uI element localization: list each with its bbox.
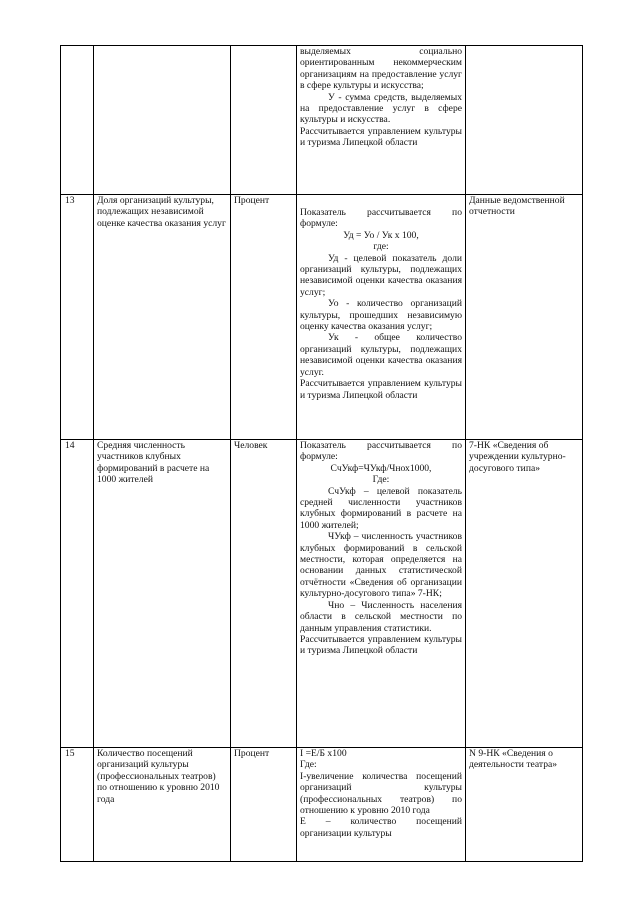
formula: Уд = Уо / Ук х 100, bbox=[343, 229, 419, 241]
method-text: Ук - общее количество организаций культуры, подлежащих независимой оценки качества оказания услуг. bbox=[300, 332, 462, 378]
method-text: У - сумма средств, выделяемых на предоставление услуг в сфере культуры и искусства. bbox=[300, 91, 462, 126]
method-text: Уо - количество организаций культуры, прошедших независимую оценку качества оказания услуг; bbox=[300, 298, 462, 333]
method-text: ЧУкф – численность участников клубных формирований в сельской местности, которая определяется на основании данных статистической отчётности «Сведения об организации культурно-досугового типа» 7-НК; bbox=[300, 531, 462, 600]
cell-source bbox=[466, 46, 583, 195]
method-text: Показатель рассчитывается по формуле: bbox=[300, 440, 462, 463]
method-text: Уд - целевой показатель доли организаций культуры, подлежащих независимой оценки качества оказания услуг; bbox=[300, 252, 462, 298]
table-row bbox=[61, 440, 583, 748]
formula: СчУкф=ЧУкф/Чнох1000, bbox=[330, 462, 432, 474]
cell-number: 15 bbox=[61, 748, 94, 862]
formula: I =Е/Б х100 bbox=[300, 748, 347, 759]
cell-source: 7-НК «Сведения об учреждении культурно-досугового типа» bbox=[466, 440, 583, 748]
cell-source: Данные ведомственной отчетности bbox=[466, 195, 583, 440]
cell-indicator-name: Средняя численность участников клубных формирований в расчете на 1000 жителей bbox=[94, 440, 231, 748]
cell-unit: Процент bbox=[231, 195, 297, 440]
method-text: Рассчитывается управлением культуры и туризма Липецкой области bbox=[300, 378, 462, 401]
method-text: Где: bbox=[300, 759, 317, 771]
cell-indicator-name: Количество посещений организаций культуры (профессиональных театров) по отношению к уровню 2010 года bbox=[94, 748, 231, 862]
table-row bbox=[61, 46, 583, 195]
cell-indicator-name bbox=[94, 46, 231, 195]
table-row bbox=[61, 195, 583, 440]
method-text: где: bbox=[373, 241, 389, 253]
cell-source: N 9-НК «Сведения о деятельности театра» bbox=[466, 748, 583, 862]
cell-unit: Процент bbox=[231, 748, 297, 862]
cell-number: 14 bbox=[61, 440, 94, 748]
cell-unit: Человек bbox=[231, 440, 297, 748]
method-text: Е – количество посещений организации культуры bbox=[300, 816, 462, 839]
method-text: Чно – Численность населения области в сельской местности по данным управления статистики. bbox=[300, 599, 462, 634]
cell-method bbox=[297, 46, 466, 195]
method-text: Рассчитывается управлением культуры и туризма Липецкой области bbox=[300, 633, 462, 657]
cell-method bbox=[297, 748, 466, 862]
method-text: СчУкф – целевой показатель средней численности участников клубных формирований в расчете на 1000 жителей; bbox=[300, 485, 462, 531]
indicators-table bbox=[60, 45, 583, 862]
cell-number bbox=[61, 46, 94, 195]
cell-method bbox=[297, 440, 466, 748]
method-text: Показатель рассчитывается по формуле: bbox=[300, 207, 462, 230]
method-text: Рассчитывается управлением культуры и туризма Липецкой области bbox=[300, 125, 462, 149]
method-text: I-увеличение количества посещений организаций культуры (профессиональных театров) по отношению к уровню 2010 года bbox=[300, 770, 462, 817]
cell-method bbox=[297, 195, 466, 440]
method-text: Где: bbox=[372, 474, 390, 486]
cell-unit bbox=[231, 46, 297, 195]
table-row bbox=[61, 748, 583, 862]
method-text: выделяемых социально ориентированным некоммерческим организациям на предоставление услуг в сфере культуры и искусства; bbox=[300, 46, 462, 92]
cell-number: 13 bbox=[61, 195, 94, 440]
cell-indicator-name: Доля организаций культуры, подлежащих независимой оценке качества оказания услуг bbox=[94, 195, 231, 440]
